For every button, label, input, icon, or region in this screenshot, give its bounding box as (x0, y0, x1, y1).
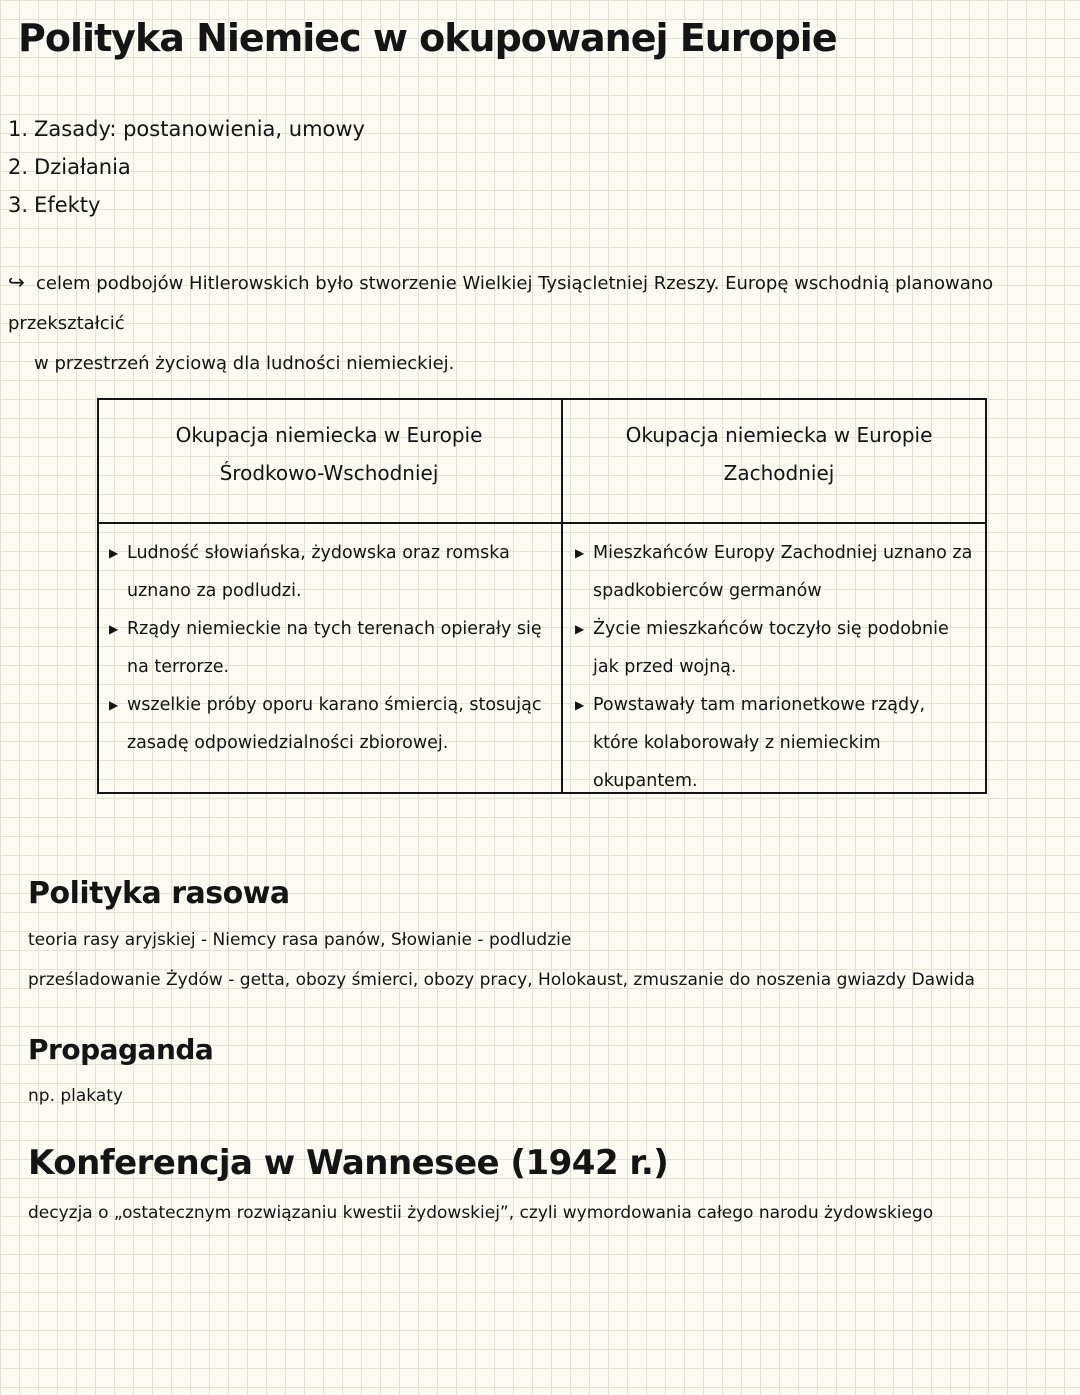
outline-number: 2. (8, 155, 29, 179)
racial-policy-line: prześladowanie Żydów - getta, obozy śmierci, obozy pracy, Holokaust, zmuszanie do noszenia gwiazdy Dawida (28, 970, 975, 990)
column-divider (561, 400, 563, 792)
triangle-bullet-icon: ▶ (575, 698, 585, 712)
list-item (107, 534, 547, 610)
propaganda-heading: Propaganda (28, 1033, 214, 1066)
list-item-text: wszelkie próby oporu karano śmiercią, stosując zasadę odpowiedzialności zbiorowej. (127, 695, 542, 753)
list-item-text: Rządy niemieckie na tych terenach opierały się na terrorze. (127, 619, 542, 677)
wannsee-heading: Konferencja w Wannesee (1942 r.) (28, 1143, 669, 1183)
western-list (573, 534, 973, 800)
list-item (573, 686, 973, 800)
racial-policy-heading: Polityka rasowa (28, 876, 290, 911)
list-item-text: Mieszkańców Europy Zachodniej uznano za spadkobierców germanów (593, 543, 973, 601)
header-line: Środkowo-Wschodniej (219, 461, 439, 485)
arrow-icon: ↪ (8, 270, 25, 294)
intro-line-1 (8, 262, 1008, 344)
intro-line-2: w przestrzeń życiową dla ludności niemieckiej. (34, 353, 455, 374)
list-item (107, 686, 547, 762)
list-item-text: Powstawały tam marionetkowe rządy, które kolaborowały z niemieckim okupantem. (593, 695, 926, 791)
header-line: Okupacja niemiecka w Europie (625, 423, 933, 447)
central-eastern-list (107, 534, 547, 762)
propaganda-line: np. plakaty (28, 1086, 123, 1106)
page-title: Polityka Niemiec w okupowanej Europie (18, 16, 837, 60)
triangle-bullet-icon: ▶ (109, 698, 119, 712)
triangle-bullet-icon: ▶ (109, 622, 119, 636)
list-item (107, 610, 547, 686)
header-line: Okupacja niemiecka w Europie (175, 423, 483, 447)
outline-number: 3. (8, 193, 29, 217)
list-item (573, 534, 973, 610)
outline-item (8, 148, 365, 186)
header-divider (99, 522, 985, 524)
outline-item (8, 110, 365, 148)
list-item-text: Ludność słowiańska, żydowska oraz romska uznano za podludzi. (127, 543, 510, 601)
list-item-text: Życie mieszkańców toczyło się podobnie jak przed wojną. (593, 619, 949, 677)
wannsee-line: decyzja o „ostatecznym rozwiązaniu kwestii żydowskiej”, czyli wymordowania całego narodu żydowskiego (28, 1203, 934, 1223)
header-central-eastern (129, 416, 529, 492)
header-western (579, 416, 979, 492)
outline-item (8, 186, 365, 224)
triangle-bullet-icon: ▶ (575, 622, 585, 636)
triangle-bullet-icon: ▶ (575, 546, 585, 560)
outline-text: Zasady: postanowienia, umowy (34, 117, 365, 141)
outline-text: Efekty (34, 193, 101, 217)
outline-number: 1. (8, 117, 29, 141)
occupation-comparison-table (97, 398, 987, 794)
header-line: Zachodniej (723, 461, 835, 485)
outline-list (8, 110, 365, 224)
list-item (573, 610, 973, 686)
triangle-bullet-icon: ▶ (109, 546, 119, 560)
outline-text: Działania (34, 155, 131, 179)
intro-note (8, 262, 1008, 384)
racial-policy-line: teoria rasy aryjskiej - Niemcy rasa panów, Słowianie - podludzie (28, 930, 572, 950)
intro-text-1: celem podbojów Hitlerowskich było stworzenie Wielkiej Tysiącletniej Rzeszy. Europę wschodnią planowano przekształcić (8, 273, 994, 334)
